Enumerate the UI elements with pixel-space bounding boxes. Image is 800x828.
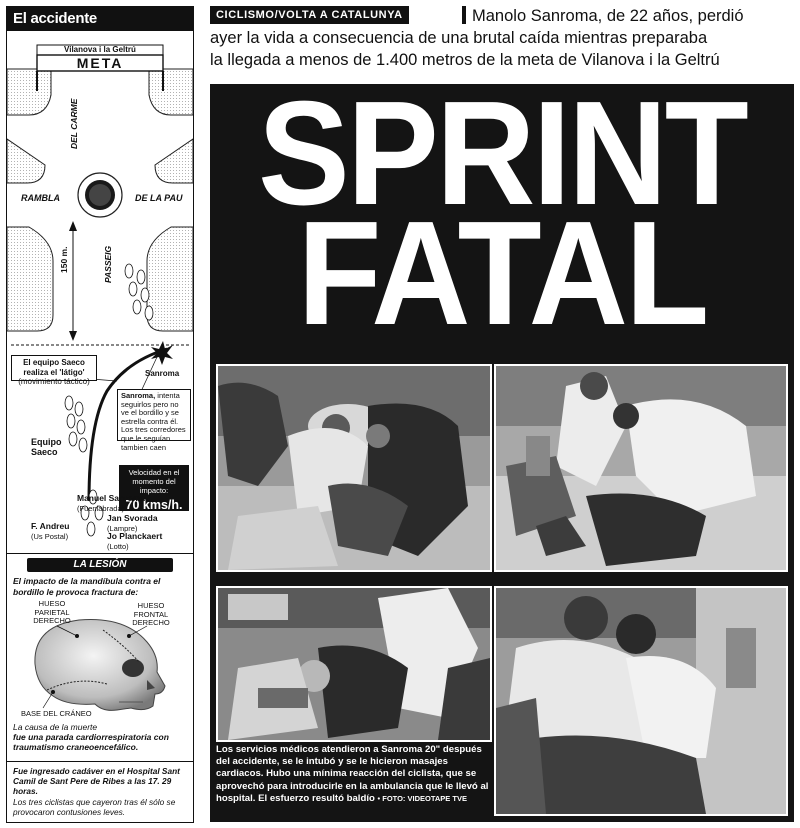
lesion-intro: El impacto de la mandíbula contra el bordillo le provoca fractura de: [13, 576, 161, 597]
headline-line-2: FATAL [297, 191, 707, 356]
photo-credit: • FOTO: VIDEOTAPE TVE [377, 793, 467, 803]
accident-infographic [6, 6, 194, 823]
rider-team: (Lampre) [107, 524, 138, 533]
lead-line-1: Manolo Sanroma, de 22 años, perdió [472, 7, 744, 25]
headline [210, 71, 794, 356]
hero-panel [210, 71, 794, 822]
section-tag-bar [462, 6, 466, 24]
street-label-del-carme: DEL CARME [69, 98, 79, 149]
sanroma-callout [117, 389, 191, 452]
rider-team: (Us Postal) [31, 532, 69, 541]
photo-rescue-4-image [496, 588, 786, 814]
caption-text: Los servicios médicos atendieron a Sanroma 20" después del accidente, se le intubó y se le hicieron masajes cardiacos. Hubo una mínima reacción del ciclista, que se aprovechó para introducirle en la ambulancia que le llevó al hospital. El esfuerzo resultó baldío [216, 744, 489, 804]
cause-text: fue una parada cardiorrespiratoria con traumatismo craneoencefálico. [13, 732, 169, 752]
photo-rescue-4 [494, 586, 788, 816]
infographic-header: El accidente [7, 7, 193, 31]
rider-name: F. Andreu [31, 521, 70, 531]
lesion-panel [7, 553, 193, 760]
footnote-text [13, 766, 189, 817]
bone-label-parietal: HUESO PARIETAL DERECHO [33, 599, 71, 625]
lesion-title: LA LESIÓN [27, 558, 173, 572]
street-label-passeig: PASSEIG [103, 245, 113, 283]
accident-map [7, 31, 193, 551]
finish-banner-label: Vilanova i la Geltrú [64, 45, 136, 54]
photo-rescue-2 [494, 364, 788, 572]
lead-line-3: la llegada a menos de 1.400 metros de la meta de Vilanova i la Geltrú [210, 51, 720, 69]
speed-value: 70 kms/h. [125, 498, 183, 512]
bone-label-frontal: HUESO FRONTAL DERECHO [132, 601, 170, 627]
rider-label-andreu [31, 521, 69, 542]
sanroma-marker-label: Sanroma [145, 369, 180, 378]
bone-label-base: BASE DEL CRÁNEO [21, 709, 92, 718]
speed-label: Velocidad en el momento del impacto: [128, 468, 180, 495]
lesion-cause [13, 722, 187, 752]
footnote-p1: Fue ingresado cadáver en el Hospital Sant Camil de Sant Pere de Ribes a las 17. 29 horas. [13, 766, 180, 797]
section-tag: CICLISMO/VOLTA A CATALUNYA [210, 6, 409, 24]
team-label: Equipo Saeco [31, 437, 62, 457]
distance-label: 150 m. [59, 246, 69, 273]
rider-name: Manuel Sanroma [77, 493, 146, 503]
rider-team: (Fuenlabrada) [77, 504, 125, 513]
sanroma-callout-desc: intenta seguirlos pero no ve el bordillo y se estrella contra él. Los tres corredores que le seguían tambien caen [121, 391, 186, 452]
street-label-de-la-pau: DE LA PAU [135, 193, 183, 203]
sanroma-callout-name: Sanroma, [121, 391, 156, 400]
photo-rescue-2-image [496, 366, 786, 570]
photo-rescue-3-image [218, 588, 490, 740]
footnote-p2: Los tres ciclistas que cayeron tras él sólo se provocaron contusiones leves. [13, 796, 176, 817]
saeco-tactic-title: El equipo Saeco realiza el 'látigo' [23, 358, 85, 377]
photo-rescue-1-image [218, 366, 490, 570]
saeco-tactic-callout [11, 355, 97, 386]
photo-caption [216, 744, 492, 805]
rider-name: Jo Planckaert [107, 531, 163, 541]
saeco-tactic-note: (movimiento táctico) [18, 377, 90, 386]
cause-intro: La causa de la muerte [13, 722, 98, 732]
lead-line-2: ayer la vida a consecuencia de una brutal caída mientras preparaba [210, 29, 708, 47]
rider-label-planckaert [107, 531, 162, 552]
photo-rescue-3 [216, 586, 492, 742]
finish-label: META [76, 55, 124, 71]
photo-rescue-1 [216, 364, 492, 572]
hospital-footnote [7, 761, 193, 823]
rider-team: (Lotto) [107, 542, 129, 551]
rider-label-sanroma [77, 493, 145, 514]
headline-line-1: SPRINT [258, 71, 746, 236]
street-label-rambla: RAMBLA [21, 193, 60, 203]
rider-name: Jan Svorada [107, 513, 158, 523]
